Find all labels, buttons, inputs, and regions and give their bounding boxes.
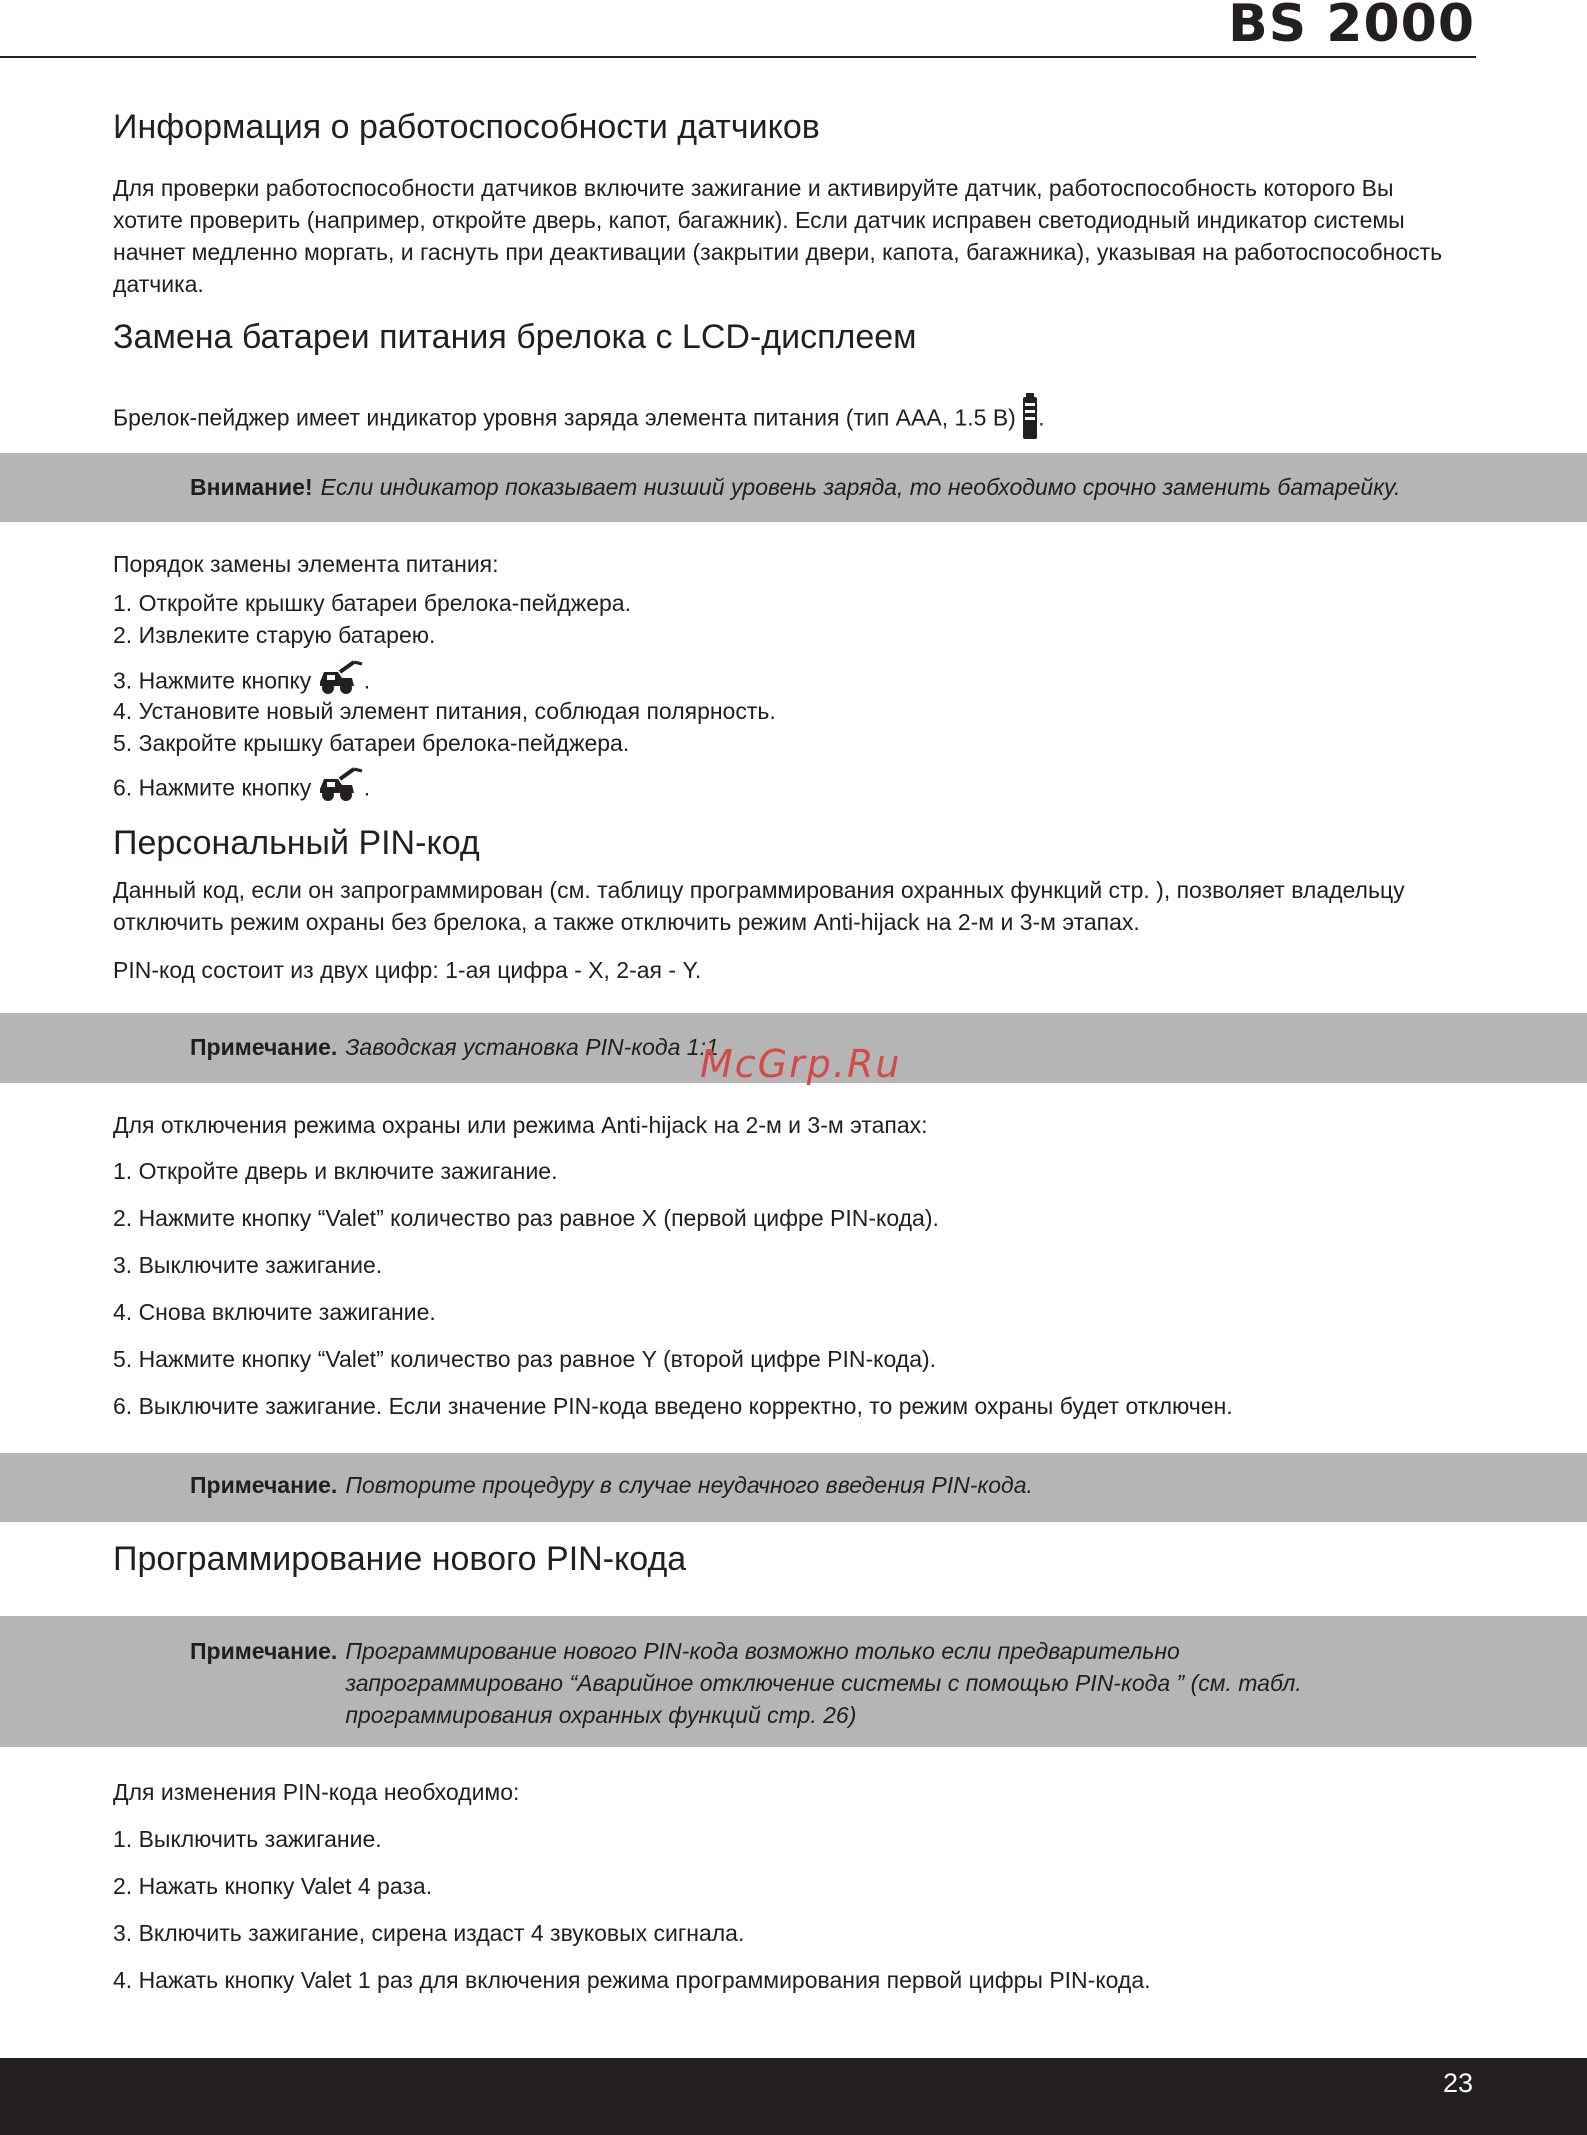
battery-step-1: 1. Откройте крышку батареи брелока-пейджера. [113,590,631,616]
battery-step-6-end: . [363,774,371,801]
battery-step-4: 4. Установите новый элемент питания, соблюдая полярность. [113,698,776,724]
car-open-trunk-icon [318,767,364,812]
warning-label: Внимание! [190,474,313,500]
pin-digits: PIN-код состоит из двух цифр: 1-ая цифра - X, 2-ая - Y. [113,957,702,983]
newpin-steps-title: Для изменения PIN-кода необходимо: [113,1779,520,1805]
newpin-step-2: 2. Нажать кнопку Valet 4 раза. [113,1873,433,1899]
note1 [190,1031,719,1063]
disarm-step-4: 4. Снова включите зажигание. [113,1299,436,1325]
battery-step-6-text: 6. Нажмите кнопку [113,774,312,801]
note3-text: Программирование нового PIN-кода возможно только если предварительно запрограммировано “Аварийное отключение системы с помощью PIN-кода ” (см. табл. программирования охранных функций стр. 26) [345,1638,1302,1728]
newpin-heading: Программирование нового PIN-кода [113,1540,687,1578]
battery-step-6 [113,767,370,812]
disarm-step-6: 6. Выключите зажигание. Если значение PIN-кода введено корректно, то режим охраны будет отключен. [113,1393,1233,1419]
battery-step-5: 5. Закройте крышку батареи брелока-пейджера. [113,730,630,756]
page-number: 23 [1442,2068,1473,2098]
page-footer [0,2058,1587,2135]
disarm-title: Для отключения режима охраны или режима Anti-hijack на 2-м и 3-м этапах: [113,1112,928,1138]
watermark: McGrp.Ru [700,1042,902,1086]
disarm-step-2: 2. Нажмите кнопку “Valet” количество раз равное X (первой цифре PIN-кода). [113,1205,939,1231]
note3 [190,1635,1440,1731]
sensors-heading: Информация о работоспособности датчиков [113,108,820,146]
newpin-step-3: 3. Включить зажигание, сирена издаст 4 звуковых сигнала. [113,1920,745,1946]
battery-intro [113,393,1045,446]
disarm-step-3: 3. Выключите зажигание. [113,1252,383,1278]
battery-step-3-end: . [363,667,371,694]
battery-level-icon [1022,393,1038,446]
note1-label: Примечание. [190,1034,338,1060]
battery-steps-title: Порядок замены элемента питания: [113,551,499,577]
battery-heading: Замена батареи питания брелока с LCD-дисплеем [113,318,917,356]
note3-label: Примечание. [190,1638,338,1664]
battery-step-3-text: 3. Нажмите кнопку [113,667,312,694]
battery-step-2: 2. Извлеките старую батарею. [113,622,436,648]
warning-text: Если индикатор показывает низший уровень заряда, то необходимо срочно заменить батарейку. [320,474,1401,500]
warning-note [190,471,1400,503]
header-rule [0,56,1476,58]
sensors-paragraph: Для проверки работоспособности датчиков включите зажигание и активируйте датчик, работоспособность которого Вы хотите проверить (например, откройте дверь, капот, багажник). Если датчик исправен светодиодный индикатор системы начнет медленно моргать, и гаснуть при деактивации (закрытии двери, капота, багажника), указывая на работоспособность датчика. [113,175,1443,297]
battery-intro-text: Брелок-пейджер имеет индикатор уровня заряда элемента питания (тип AAA, 1.5 В) [113,404,1016,431]
note2-text: Повторите процедуру в случае неудачного введения PIN-кода. [345,1472,1033,1498]
note1-text: Заводская установка PIN-кода 1:1 [345,1034,719,1060]
note2-label: Примечание. [190,1472,338,1498]
newpin-step-4: 4. Нажать кнопку Valet 1 раз для включения режима программирования первой цифры PIN-кода. [113,1967,1151,1993]
disarm-step-1: 1. Откройте дверь и включите зажигание. [113,1158,558,1184]
battery-intro-end: . [1038,404,1045,431]
note2 [190,1469,1033,1501]
brand-title: BS 2000 [1228,0,1475,54]
disarm-step-5: 5. Нажмите кнопку “Valet” количество раз равное Y (второй цифре PIN-кода). [113,1346,937,1372]
pin-heading: Персональный PIN-код [113,824,480,862]
newpin-step-1: 1. Выключить зажигание. [113,1826,382,1852]
pin-paragraph: Данный код, если он запрограммирован (см. таблицу программирования охранных функций стр. ), позволяет владельцу отключить режим охраны без брелока, а также отключить режим Anti-hijack на 2-м и 3-м этапах. [113,877,1405,935]
